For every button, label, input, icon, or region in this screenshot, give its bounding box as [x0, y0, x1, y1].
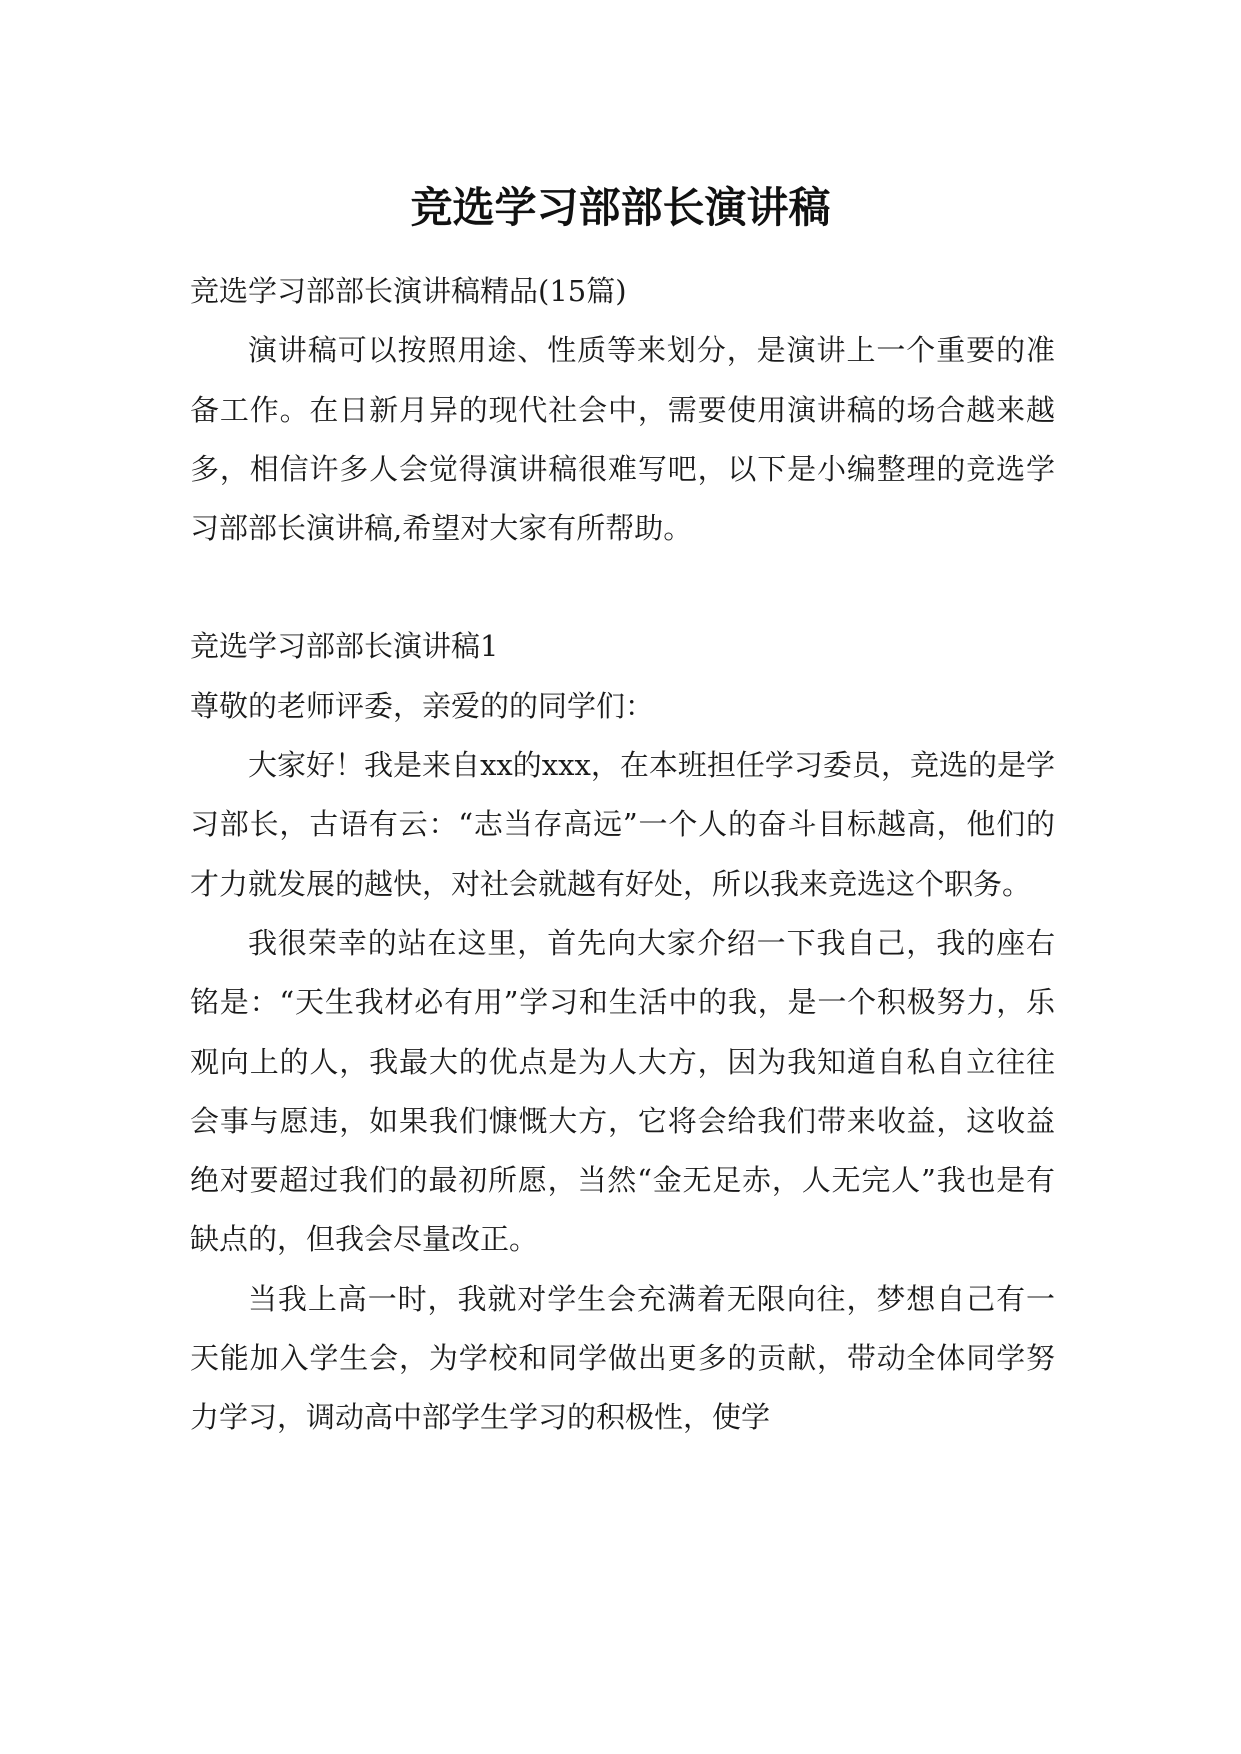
document-subtitle: 竞选学习部部长演讲稿精品(15篇) — [190, 274, 627, 308]
speech-paragraph: 大家好！我是来自xx的xxx，在本班担任学习委员，竞选的是学习部长，古语有云：“志当存高远”一个人的奋斗目标越高，他们的才力就发展的越快，对社会就越有好处，所以我来竞选这个职务。 — [190, 748, 1055, 901]
document-title: 竞选学习部部长演讲稿 — [410, 183, 831, 233]
intro-paragraph: 演讲稿可以按照用途、性质等来划分，是演讲上一个重要的准备工作。在日新月异的现代社会中，需要使用演讲稿的场合越来越多，相信许多人会觉得演讲稿很难写吧，以下是小编整理的竞选学习部部长演讲稿,希望对大家有所帮助。 — [190, 333, 1055, 546]
speech-paragraph: 我很荣幸的站在这里，首先向大家介绍一下我自己，我的座右铭是：“天生我材必有用”学习和生活中的我，是一个积极努力，乐观向上的人，我最大的优点是为人大方，因为我知道自私自立往往会事与愿违，如果我们慷慨大方，它将会给我们带来收益，这收益绝对要超过我们的最初所愿，当然“金无足赤，人无完人”我也是有缺点的，但我会尽量改正。 — [190, 925, 1055, 1257]
document-body — [190, 262, 1055, 1448]
section-spacer — [190, 558, 1055, 617]
speech-paragraph: 当我上高一时，我就对学生会充满着无限向往，梦想自己有一天能加入学生会，为学校和同学做出更多的贡献，带动全体同学努力学习，调动高中部学生学习的积极性，使学 — [190, 1281, 1055, 1435]
speech-greeting: 尊敬的老师评委，亲爱的的同学们： — [190, 688, 655, 723]
section-heading: 竞选学习部部长演讲稿1 — [190, 629, 499, 664]
